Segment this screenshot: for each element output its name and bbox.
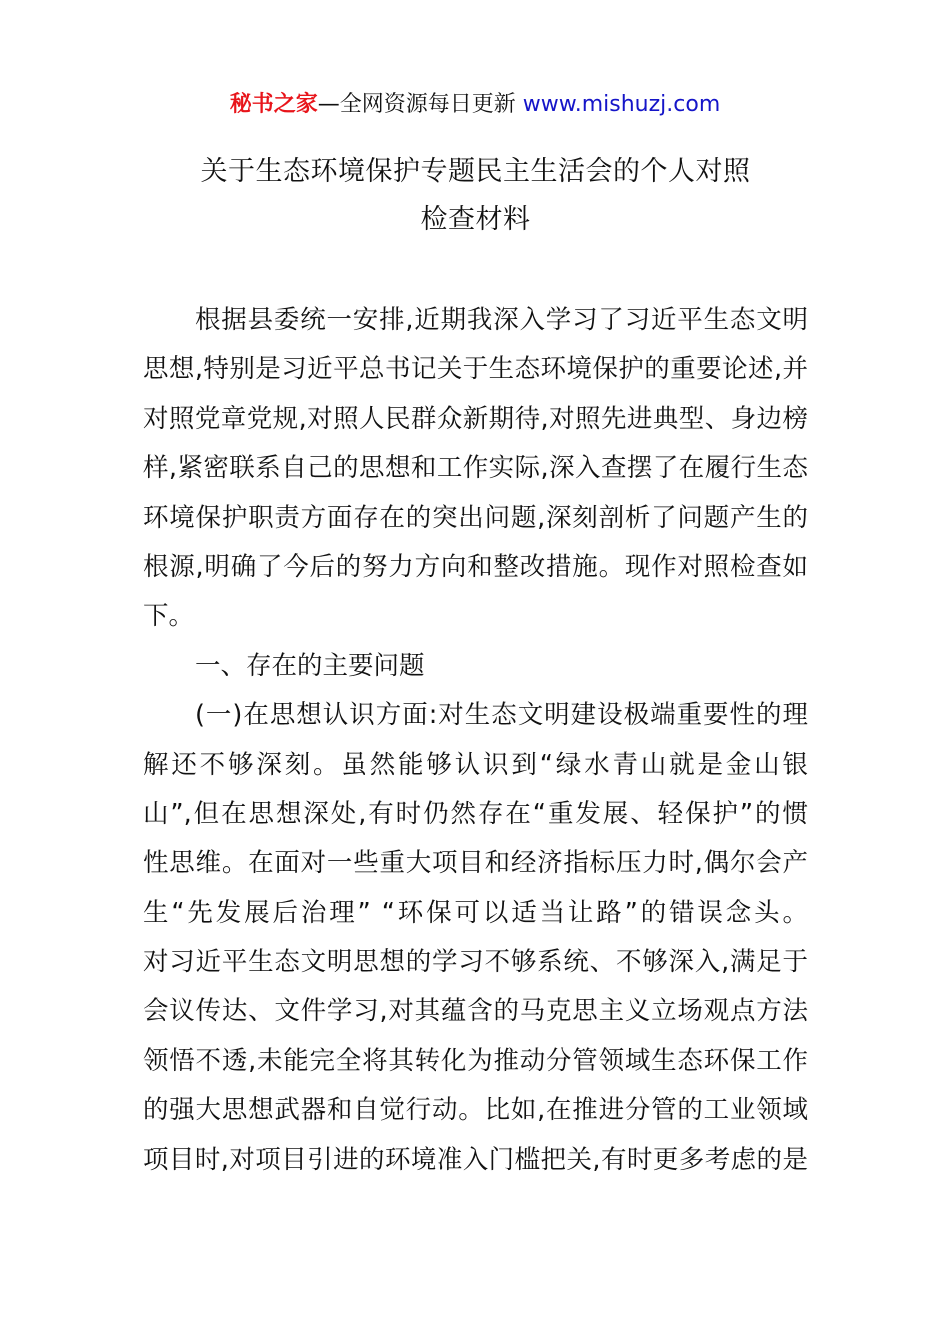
site-brand: 秘书之家 [229, 92, 318, 117]
section-heading: 一、存在的主要问题 [195, 650, 425, 681]
paragraph-line: 山”,但在思想深处,有时仍然存在“重发展、轻保护”的惯 [143, 798, 808, 829]
paragraph-line: 性思维。在面对一些重大项目和经济指标压力时,偶尔会产 [143, 848, 808, 879]
site-header [0, 88, 950, 122]
site-url[interactable]: www.mishuzj.com [522, 92, 721, 117]
paragraph-intro-line: 根源,明确了今后的努力方向和整改措施。现作对照检查如 [143, 551, 808, 582]
paragraph-line: 领悟不透,未能完全将其转化为推动分管领域生态环保工作 [143, 1045, 808, 1076]
paragraph-intro-line: 思想,特别是习近平总书记关于生态环境保护的重要论述,并 [143, 354, 808, 385]
paragraph-intro-line: 样,紧密联系自己的思想和工作实际,深入查摆了在履行生态 [143, 453, 808, 484]
paragraph-line: 项目时,对项目引进的环境准入门槛把关,有时更多考虑的是 [143, 1144, 808, 1175]
title-line-1: 关于生态环境保护专题民主生活会的个人对照 [200, 156, 751, 187]
paragraph-line: 解还不够深刻。虽然能够认识到“绿水青山就是金山银 [143, 749, 808, 780]
paragraph-line: 会议传达、文件学习,对其蕴含的马克思主义立场观点方法 [143, 996, 808, 1027]
site-slogan: —全网资源每日更新 [317, 92, 516, 117]
paragraph-intro-line: 环境保护职责方面存在的突出问题,深刻剖析了问题产生的 [143, 502, 808, 533]
title-line-2: 检查材料 [420, 204, 531, 235]
paragraph-intro-line: 对照党章党规,对照人民群众新期待,对照先进典型、身边榜 [143, 403, 808, 434]
paragraph-line: 对习近平生态文明思想的学习不够系统、不够深入,满足于 [143, 947, 808, 978]
paragraph-intro-line: 下。 [143, 601, 195, 632]
paragraph-line: 的强大思想武器和自觉行动。比如,在推进分管的工业领域 [143, 1095, 808, 1126]
paragraph-line: (一)在思想认识方面:对生态文明建设极端重要性的理 [195, 700, 808, 731]
document-title [143, 148, 808, 244]
paragraph-line: 生“先发展后治理” “环保可以适当让路”的错误念头。 [143, 897, 808, 928]
paragraph-intro-line: 根据县委统一安排,近期我深入学习了习近平生态文明 [195, 305, 808, 335]
document-body [143, 296, 808, 1185]
